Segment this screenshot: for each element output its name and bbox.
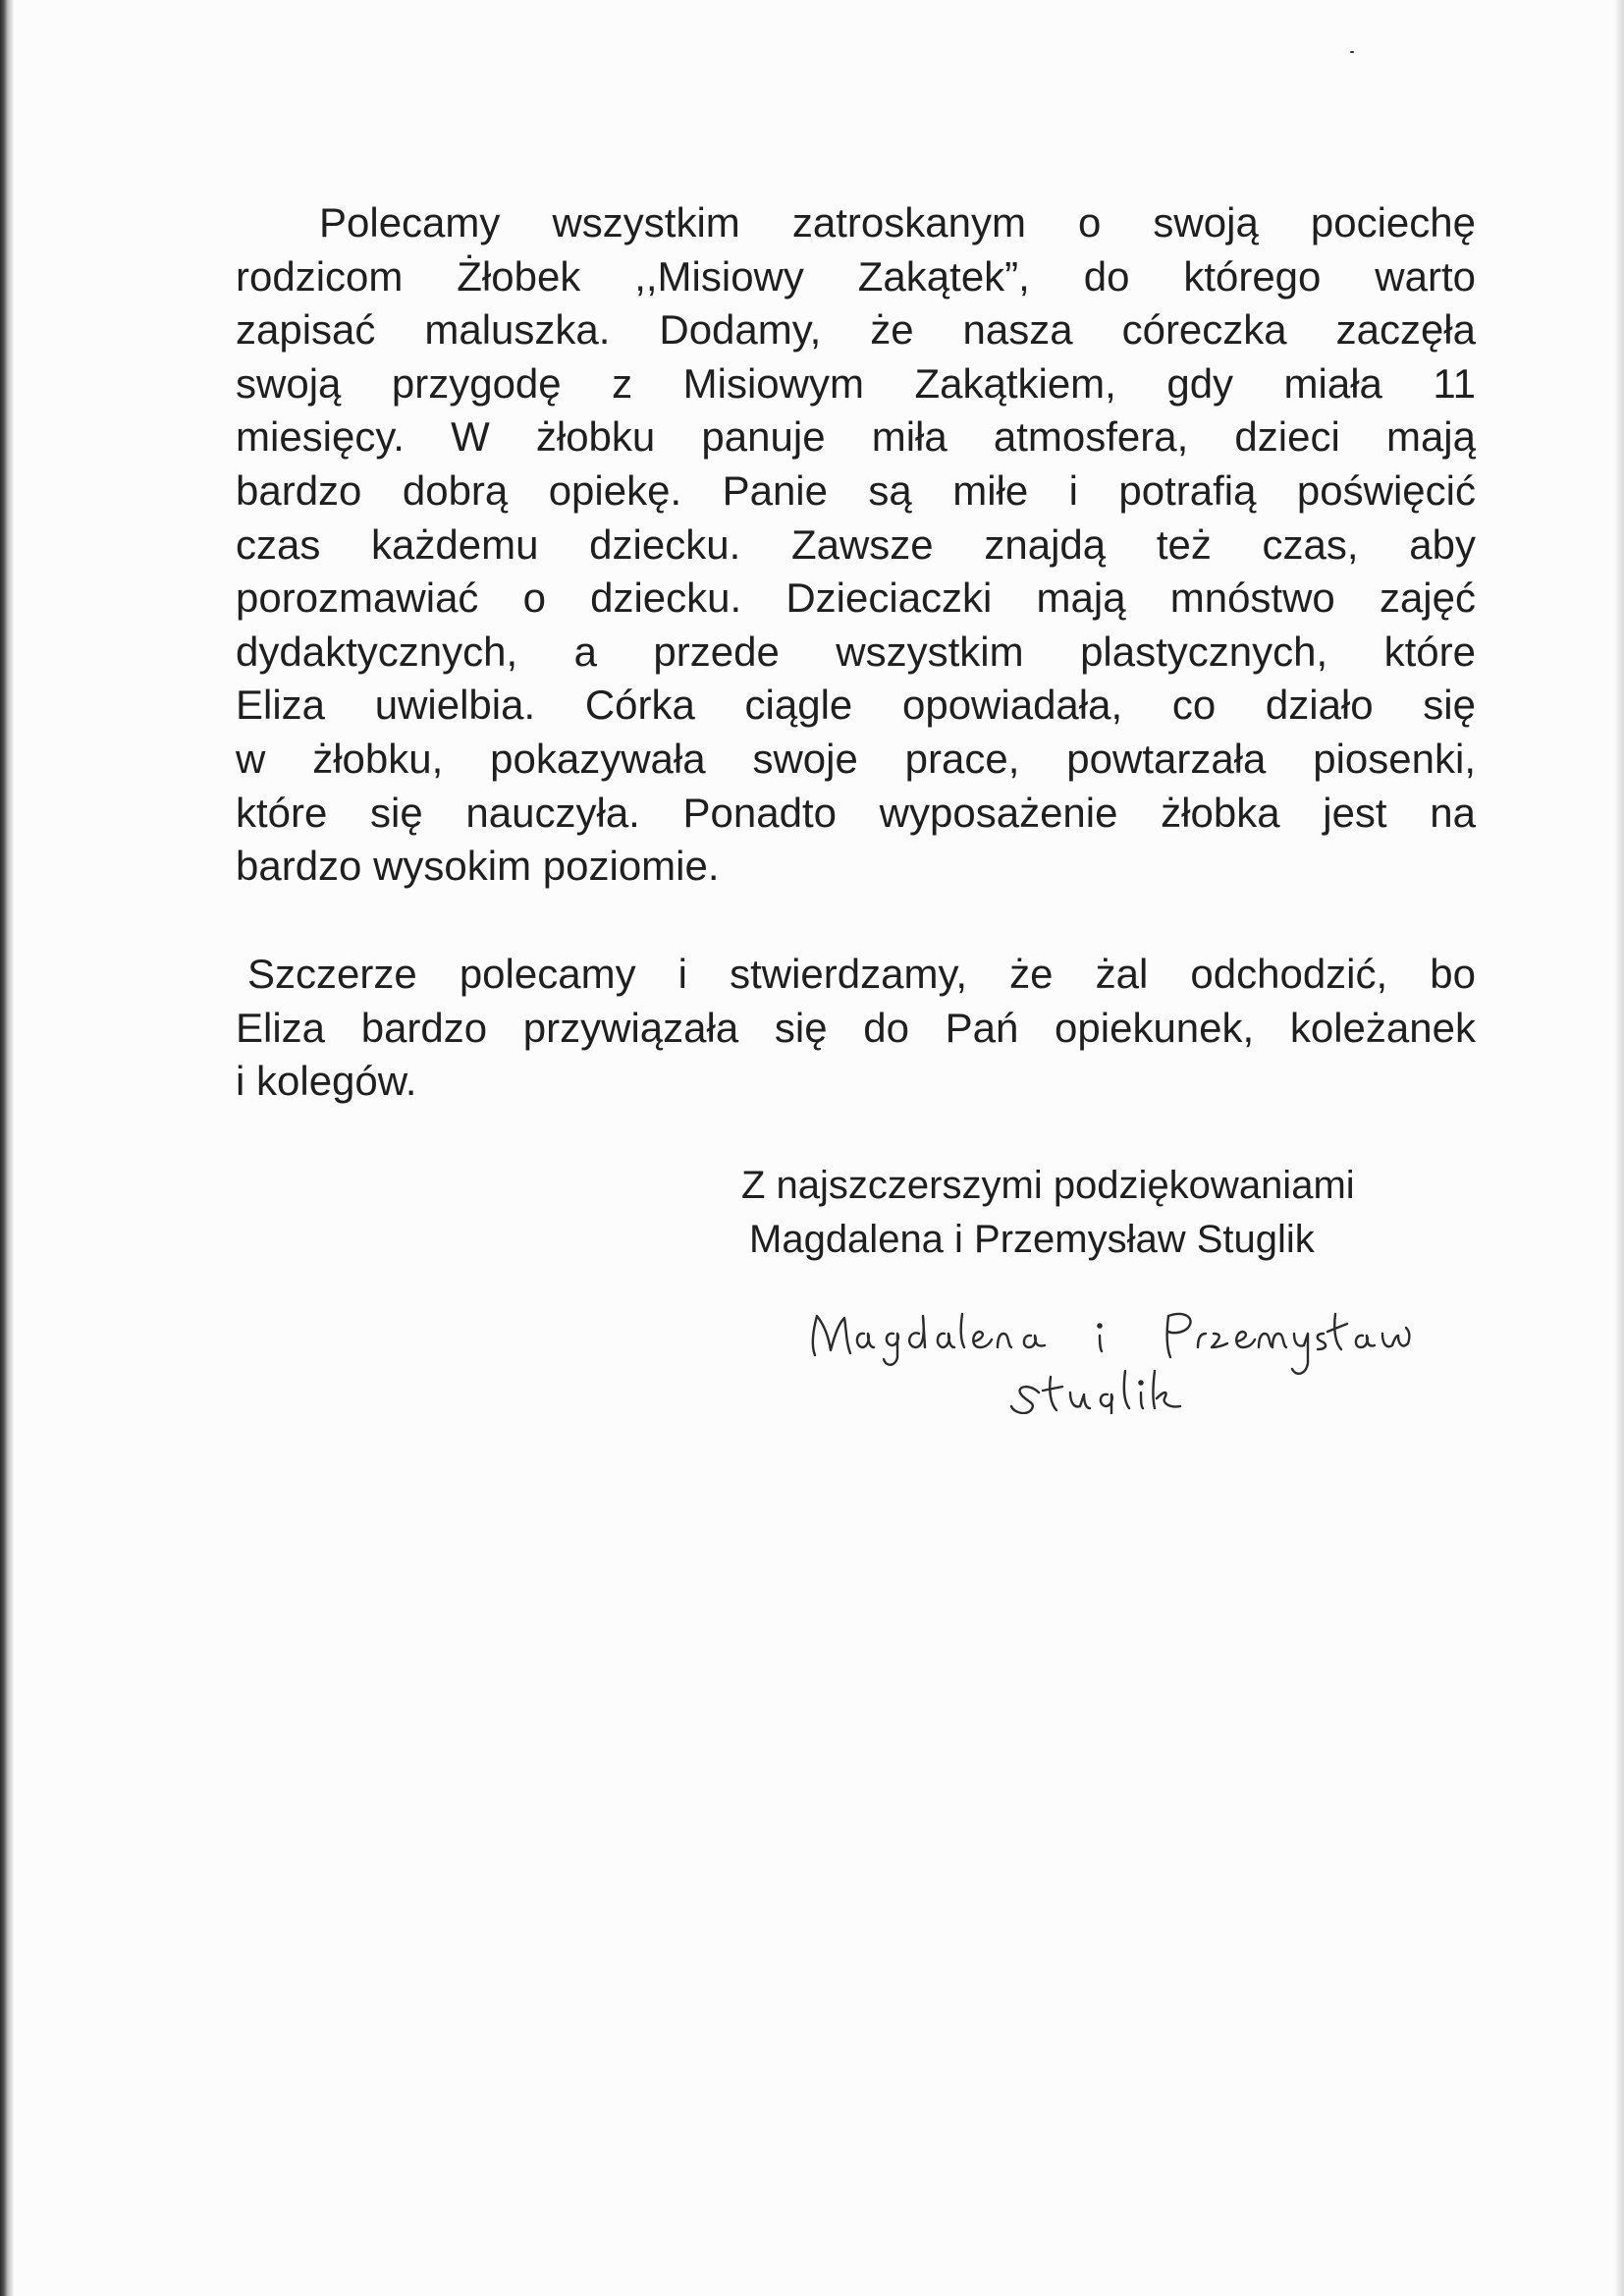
paragraph-line: porozmawiać o dziecku. Dzieciaczki mają mnóstwo zajęć [236,574,1476,622]
paragraph-line: swoją przygodę z Misiowym Zakątkiem, gdy miała 11 [236,359,1476,407]
paragraph-line: zapisać maluszka. Dodamy, że nasza córeczka zaczęła [236,306,1476,354]
paragraph-line: i kolegów. [236,1058,417,1105]
closing-salutation: Z najszczerszymi podziękowaniami [741,1164,1355,1207]
paragraph-line: czas każdemu dziecku. Zawsze znajdą też czas, aby [236,520,1476,568]
handwritten-signature [805,1296,1453,1414]
closing-names: Magdalena i Przemysław Stuglik [749,1218,1315,1261]
paragraph-line: w żłobku, pokazywała swoje prace, powtarzała piosenki, [236,735,1476,782]
scan-left-edge [0,0,14,2296]
letter-paragraph-1 [236,196,1476,894]
scan-right-edge [1614,0,1624,2296]
letter-closing [741,1159,1355,1267]
scan-speck [1350,51,1354,53]
paragraph-line: rodzicom Żłobek ,,Misiowy Zakątek”, do którego warto [236,252,1476,300]
letter-paragraph-2 [236,948,1476,1109]
paragraph-line: bardzo wysokim poziomie. [236,843,720,890]
paragraph-line: Polecamy wszystkim zatroskanym o swoją pociechę [319,199,1476,246]
paragraph-line: bardzo dobrą opiekę. Panie są miłe i potrafią poświęcić [236,466,1476,514]
paragraph-line: Eliza uwielbia. Córka ciągle opowiadała, co działo się [236,682,1476,729]
paragraph-line: które się nauczyła. Ponadto wyposażenie żłobka jest na [236,789,1476,836]
paragraph-line: Szczerze polecamy i stwierdzamy, że żal odchodzić, bo [247,951,1476,997]
paragraph-line: miesięcy. W żłobku panuje miła atmosfera, dzieci mają [236,413,1476,461]
paragraph-line: dydaktycznych, a przede wszystkim plastycznych, które [236,628,1476,675]
paragraph-line: Eliza bardzo przywiązała się do Pań opiekunek, koleżanek [236,1004,1476,1051]
